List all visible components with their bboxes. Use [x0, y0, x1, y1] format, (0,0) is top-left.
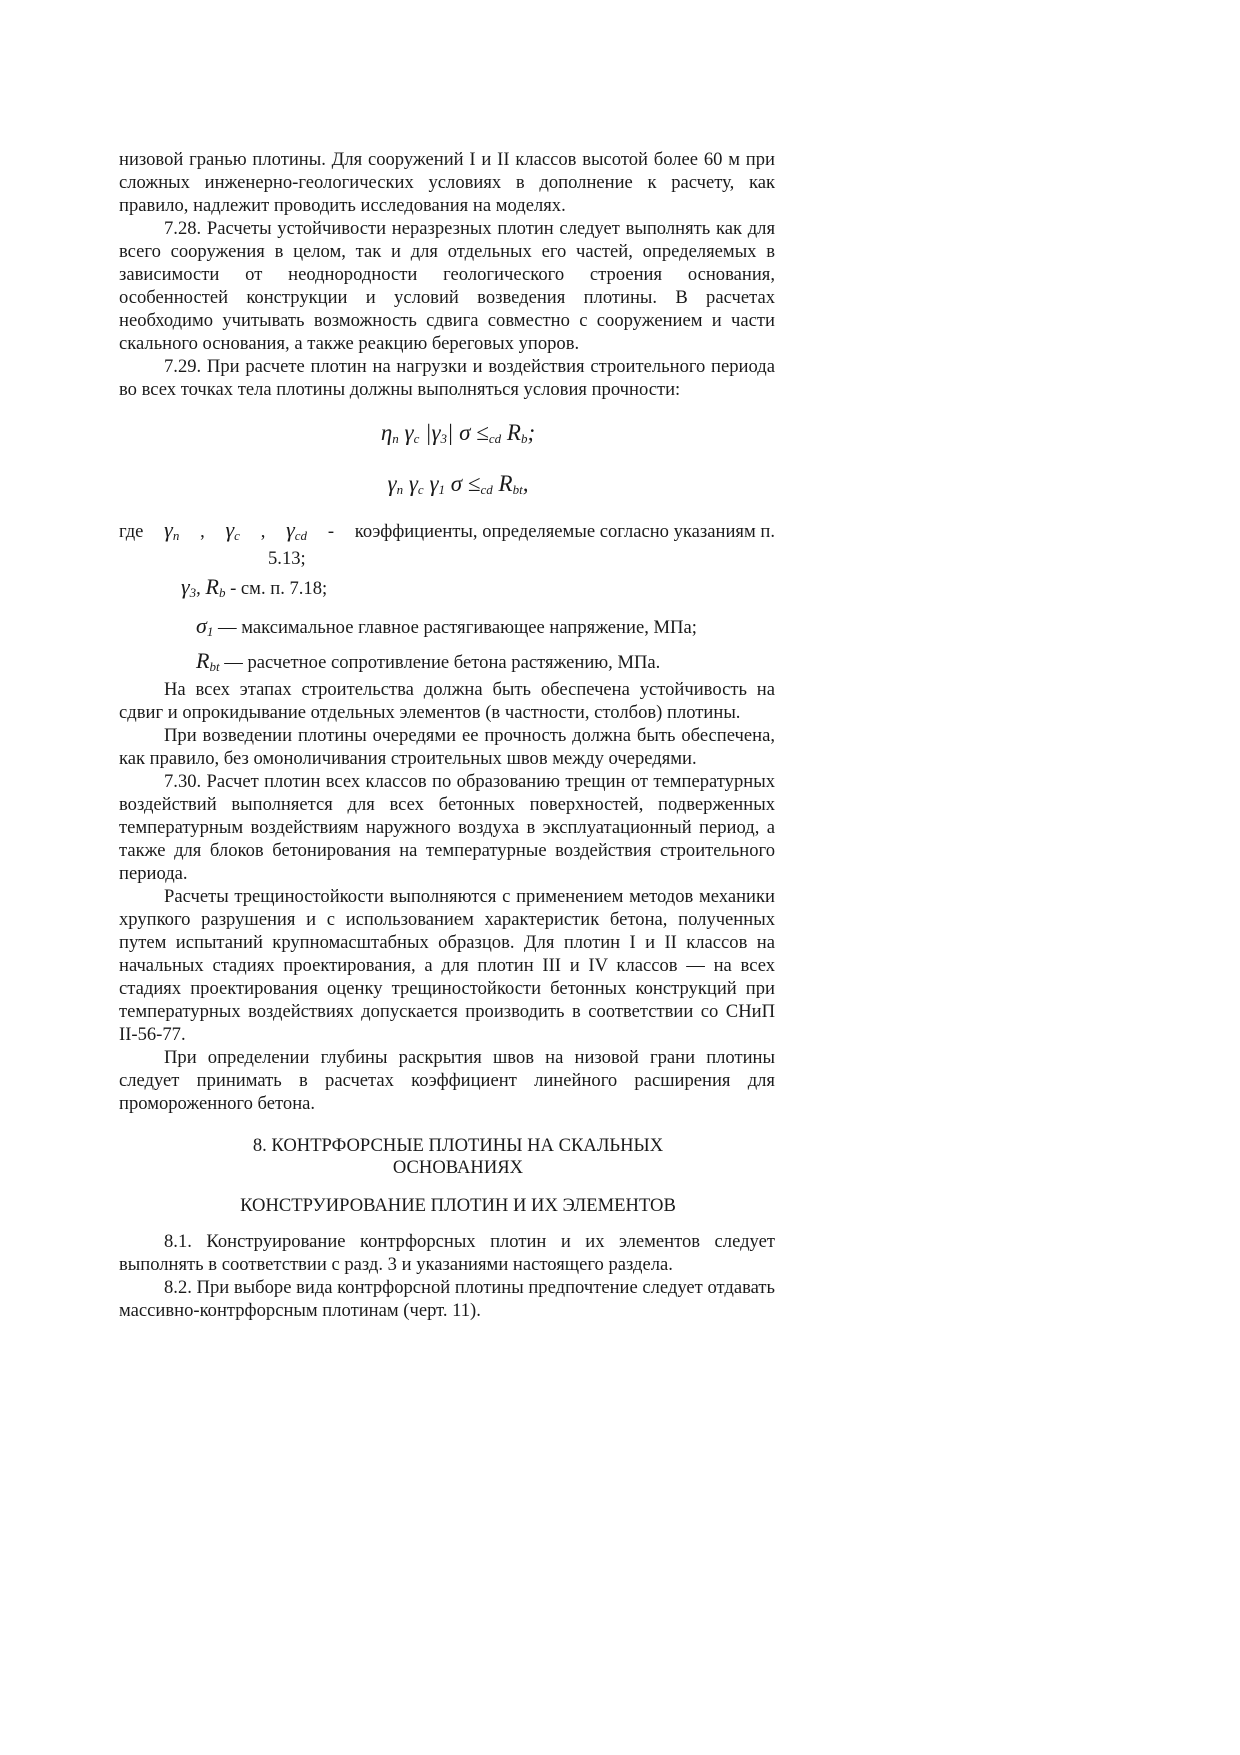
- where-coefficients: где $\gamma_n$ , $\gamma_c$ , $\gamma_{cd}$ - коэффициенты, определяемые согласно указаниям п.: [119, 517, 775, 543]
- paragraph-stages: При возведении плотины очередями ее прочность должна быть обеспечена, как правило, без омоноличивания строительных швов между очередями.: [119, 725, 775, 769]
- paragraph-continuation: низовой гранью плотины. Для сооружений I и II классов высотой более 60 м при сложных инженерно-геологических условиях в дополнение к расчету, как правило, надлежит проводить исследования на моделях.: [119, 149, 775, 216]
- definition-gamma3-rb: $\gamma_3$, $R_b$ - см. п. 7.18;: [181, 574, 328, 600]
- paragraph-8-1: 8.1. Конструирование контрфорсных плотин и их элементов следует выполнять в соответствии с разд. 3 и указаниями настоящего раздела.: [119, 1231, 775, 1275]
- paragraph-7-30: 7.30. Расчет плотин всех классов по образованию трещин от температурных воздействий выполняется для всех бетонных поверхностей, подверженных температурным воздействиям наружного воздуха в эксплуатационный период, а также для блоков бетонирования на температурные воздействия строительного периода.: [119, 771, 775, 884]
- definition-rbt: $R_{bt}$ — расчетное сопротивление бетона растяжению, МПа.: [196, 648, 661, 674]
- section-title: 8. КОНТРФОРСНЫЕ ПЛОТИНЫ НА СКАЛЬНЫХ ОСНОВАНИЯХ: [252, 1135, 664, 1178]
- definition-sigma1: $\sigma_1$ — максимальное главное растягивающее напряжение, МПа;: [196, 613, 697, 639]
- paragraph-7-28: 7.28. Расчеты устойчивости неразрезных плотин следует выполнять как для всего сооружения в целом, так и для отдельных его частей, определяемых в зависимости от неоднородности геологического строения основания, особенностей конструкции и условий возведения плотины. В расчетах необходимо учитывать возможность сдвига совместно с сооружением и части скального основания, а также реакцию береговых упоров.: [119, 218, 775, 354]
- paragraph-8-2: 8.2. При выборе вида контрфорсной плотины предпочтение следует отдавать массивно-контрфорсным плотинам (черт. 11).: [119, 1277, 776, 1321]
- formula-strength-compression: $\eta_n$ $\gamma_c$ $|\gamma_3|$ $\sigma \le_{cd}$ $R_b$;: [380, 420, 536, 446]
- where-coefficients-cont: 5.13;: [268, 548, 306, 569]
- paragraph-crack-resistance: Расчеты трещиностойкости выполняются с применением методов механики хрупкого разрушения и с использованием характеристик бетона, полученных путем испытаний крупномасштабных образцов. Для плотин I и II классов на начальных стадиях проектирования, а для плотин III и IV классов — на всех стадиях проектирования оценку трещиностойкости бетонных конструкций при температурных воздействиях допускается производить в соответствии со СНиП II-56-77.: [119, 886, 775, 1045]
- paragraph-stability: На всех этапах строительства должна быть обеспечена устойчивость на сдвиг и опрокидывание отдельных элементов (в частности, столбов) плотины.: [119, 679, 775, 723]
- paragraph-7-29: 7.29. При расчете плотин на нагрузки и воздействия строительного периода во всех точках тела плотины должны выполняться условия прочности:: [119, 356, 775, 400]
- formula-strength-tension: $\gamma_n$ $\gamma_c$ $\gamma_1$ $\sigma \le_{cd}$ $R_{bt}$,: [387, 471, 529, 497]
- subsection-title: КОНСТРУИРОВАНИЕ ПЛОТИН И ИХ ЭЛЕМЕНТОВ: [240, 1195, 676, 1216]
- document-page: [119, 148, 775, 1322]
- paragraph-joint-opening: При определении глубины раскрытия швов на низовой грани плотины следует принимать в расчетах коэффициент линейного расширения для промороженного бетона.: [119, 1047, 775, 1114]
